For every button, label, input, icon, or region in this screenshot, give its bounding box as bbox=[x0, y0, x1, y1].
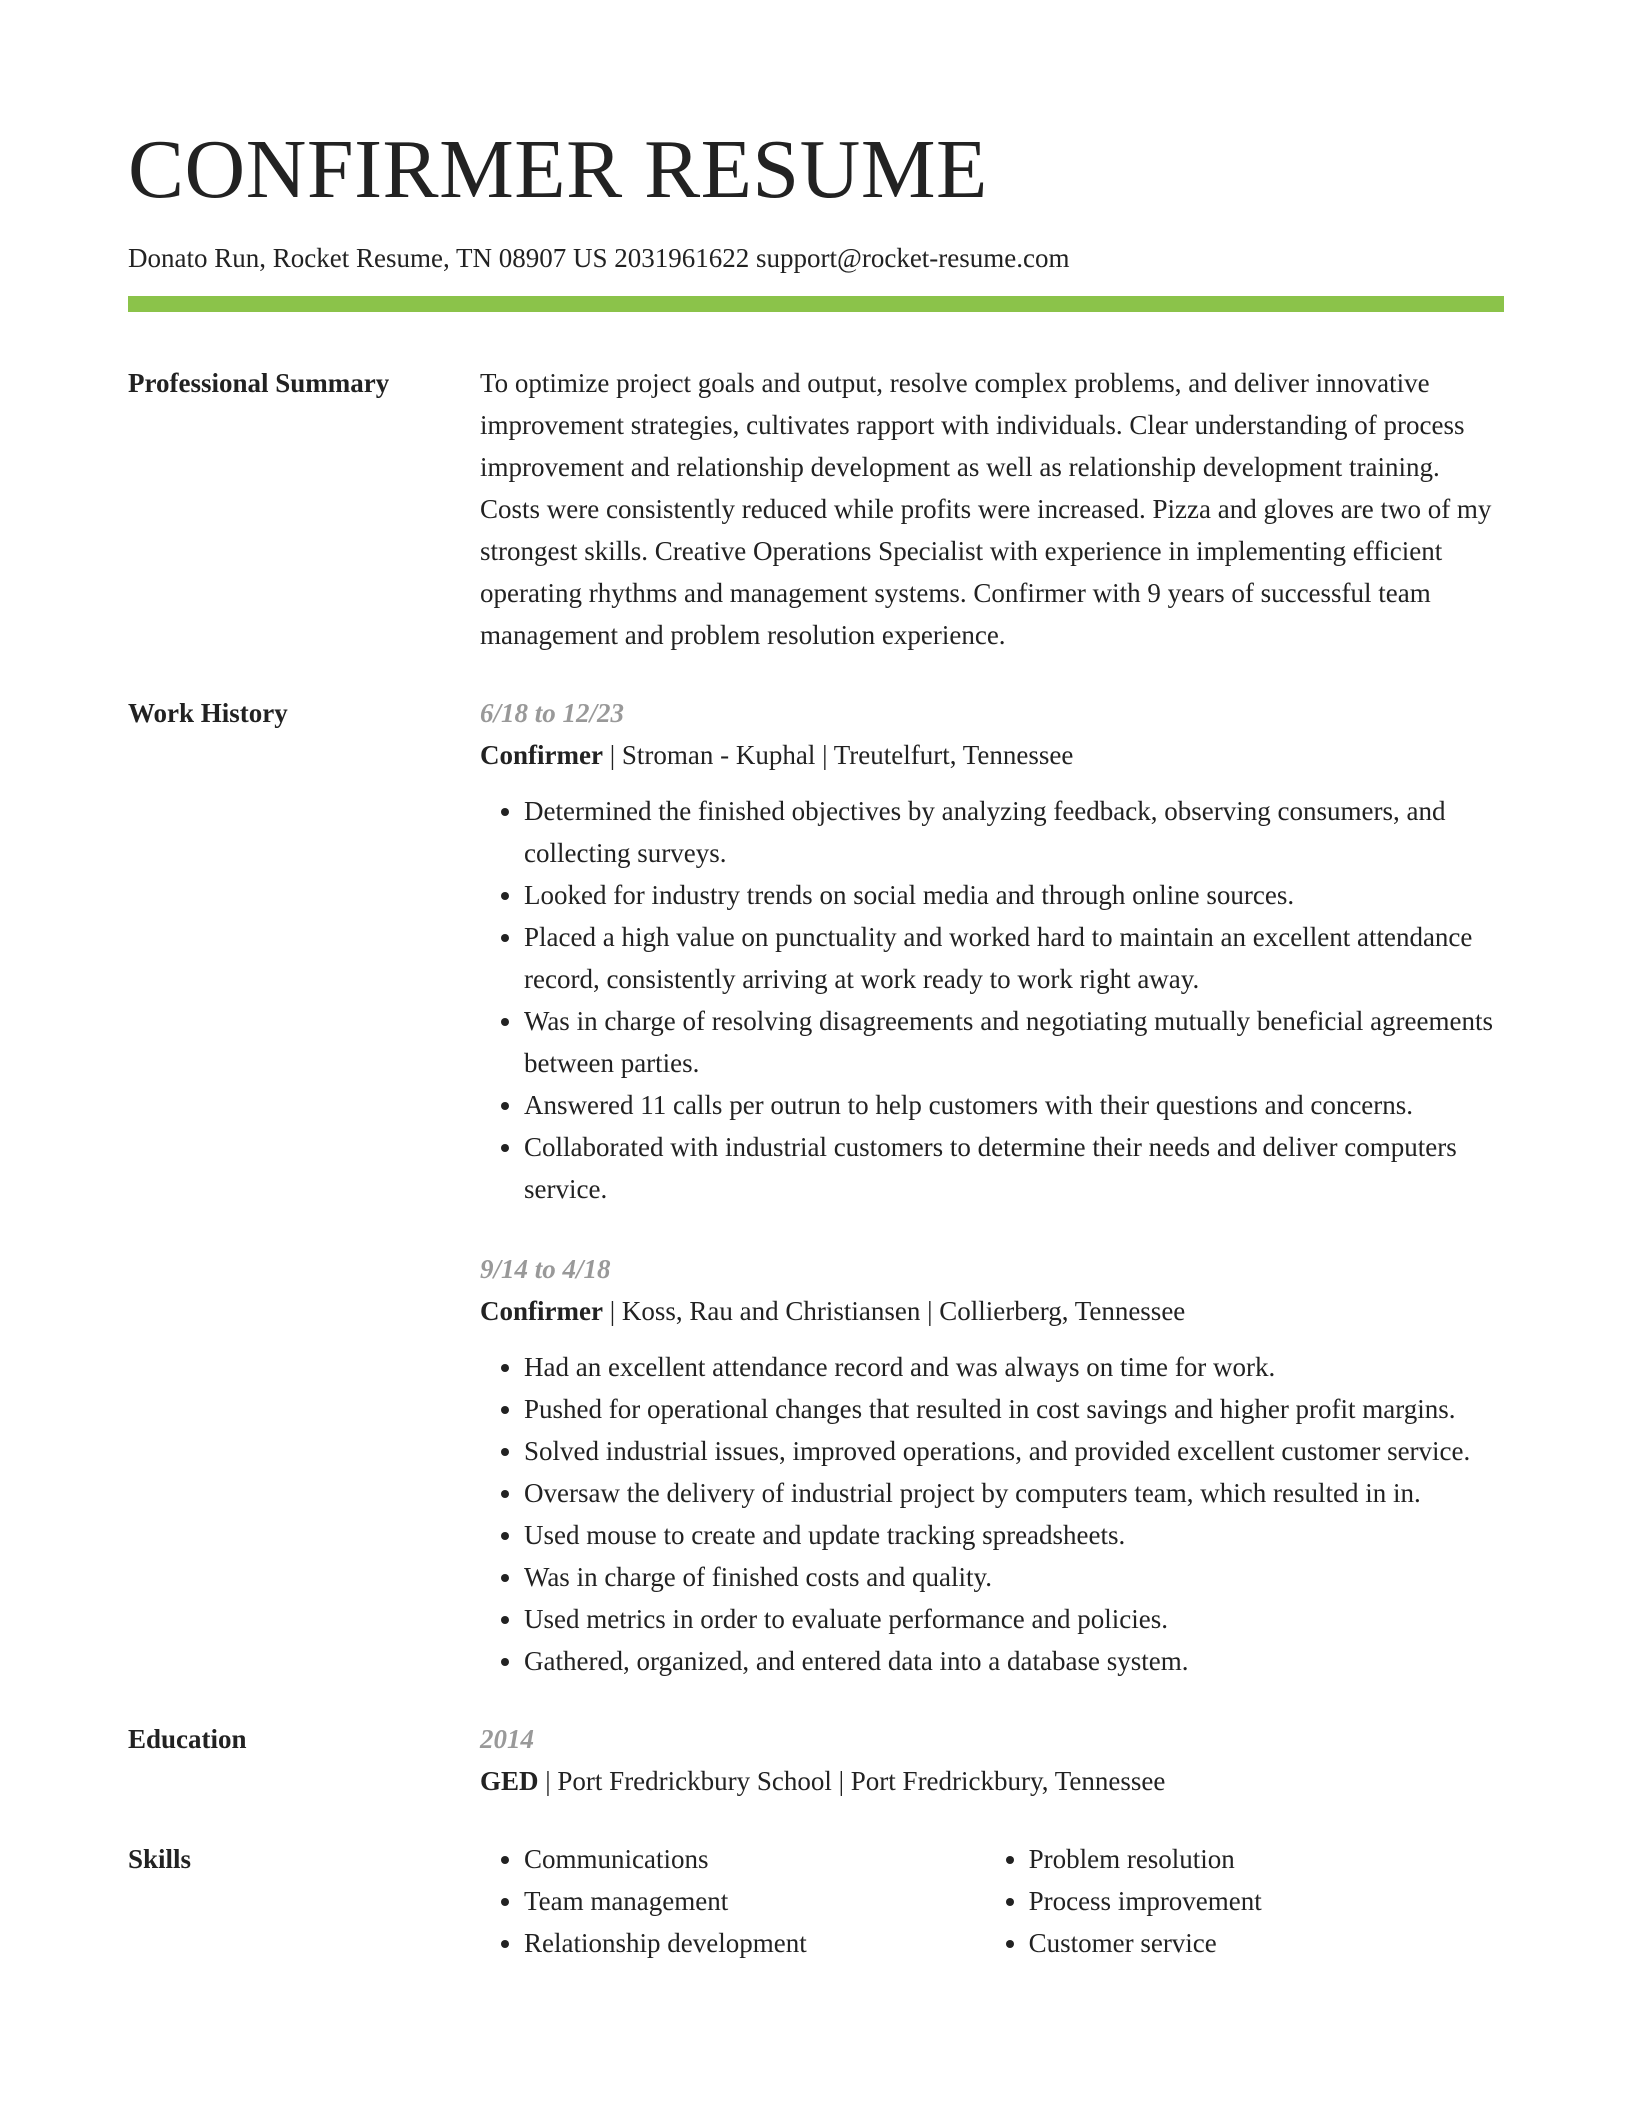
contact-email: support@rocket-resume.com bbox=[755, 243, 1070, 273]
job-bullet: • Had an excellent attendance record and was always on time for work. bbox=[524, 1346, 1504, 1388]
section-label-summary: Professional Summary bbox=[128, 368, 390, 398]
job-heading bbox=[480, 1290, 1504, 1332]
skills-body bbox=[480, 1838, 1504, 1964]
job-bullet: • Was in charge of resolving disagreements and negotiating mutually beneficial agreements between parties. bbox=[524, 1000, 1504, 1084]
skill-item: • Communications bbox=[524, 1838, 945, 1880]
skills-list-right bbox=[985, 1838, 1504, 1964]
section-label-skills: Skills bbox=[128, 1844, 192, 1874]
section-label-work-history: Work History bbox=[128, 698, 288, 728]
contact-address: Donato Run, Rocket Resume, TN 08907 US bbox=[128, 243, 608, 273]
resume-title: CONFIRMER RESUME bbox=[128, 123, 988, 216]
job-bullet: • Was in charge of finished costs and quality. bbox=[524, 1556, 1504, 1598]
skill-item: • Problem resolution bbox=[1029, 1838, 1504, 1880]
job-bullet: • Gathered, organized, and entered data into a database system. bbox=[524, 1640, 1504, 1682]
skill-item: • Customer service bbox=[1029, 1922, 1504, 1964]
education-body bbox=[480, 1718, 1504, 1802]
summary-body bbox=[480, 362, 1504, 656]
job-bullet: • Oversaw the delivery of industrial project by computers team, which resulted in in. bbox=[524, 1472, 1504, 1514]
job-bullet: • Collaborated with industrial customers to determine their needs and deliver computers service. bbox=[524, 1126, 1504, 1210]
skill-item: • Relationship development bbox=[524, 1922, 945, 1964]
skills-list-left bbox=[480, 1838, 945, 1964]
job-bullet: • Answered 11 calls per outrun to help customers with their questions and concerns. bbox=[524, 1084, 1504, 1126]
job-dates: 9/14 to 4/18 bbox=[480, 1254, 611, 1284]
job-title: Confirmer bbox=[480, 740, 603, 770]
job-dates: 6/18 to 12/23 bbox=[480, 698, 625, 728]
education-heading bbox=[480, 1760, 1504, 1802]
job-employer: | Stroman - Kuphal | Treutelfurt, Tennessee bbox=[602, 740, 1074, 770]
job-heading bbox=[480, 734, 1504, 776]
job-bullets bbox=[480, 1346, 1504, 1682]
contact-phone: 2031961622 bbox=[614, 243, 750, 273]
job-bullets bbox=[480, 790, 1504, 1210]
skills-section bbox=[128, 1838, 1504, 1964]
skill-item: • Process improvement bbox=[1029, 1880, 1504, 1922]
job-bullet: • Looked for industry trends on social media and through online sources. bbox=[524, 874, 1504, 916]
summary-text: To optimize project goals and output, resolve complex problems, and deliver innovative improvement strategies, cultivates rapport with individuals. Clear understanding of process improvement and relationship development as well as relationship development training. Costs were consistently reduced while profits were increased. Pizza and gloves are two of my strongest skills. Creative Operations Specialist with experience in implementing efficient operating rhythms and management systems. Confirmer with 9 years of successful team management and problem resolution experience. bbox=[480, 368, 1492, 650]
work-history-section bbox=[128, 692, 1504, 1682]
education-school: | Port Fredrickbury School | Port Fredrickbury, Tennessee bbox=[538, 1766, 1166, 1796]
job-employer: | Koss, Rau and Christiansen | Collierberg, Tennessee bbox=[602, 1296, 1186, 1326]
job-entry bbox=[480, 1248, 1504, 1682]
education-degree: GED bbox=[480, 1766, 539, 1796]
job-title: Confirmer bbox=[480, 1296, 603, 1326]
job-entry bbox=[480, 692, 1504, 1210]
work-history-body bbox=[480, 692, 1504, 1682]
job-bullet: • Solved industrial issues, improved operations, and provided excellent customer service. bbox=[524, 1430, 1504, 1472]
summary-section bbox=[128, 362, 1504, 656]
job-bullet: • Pushed for operational changes that resulted in cost savings and higher profit margins. bbox=[524, 1388, 1504, 1430]
skill-item: • Team management bbox=[524, 1880, 945, 1922]
header-divider bbox=[128, 296, 1504, 312]
job-bullet: • Used metrics in order to evaluate performance and policies. bbox=[524, 1598, 1504, 1640]
section-label-education: Education bbox=[128, 1724, 247, 1754]
job-bullet: • Determined the finished objectives by analyzing feedback, observing consumers, and collecting surveys. bbox=[524, 790, 1504, 874]
contact-line bbox=[128, 240, 1504, 276]
education-year: 2014 bbox=[480, 1724, 534, 1754]
education-section bbox=[128, 1718, 1504, 1802]
job-bullet: • Placed a high value on punctuality and worked hard to maintain an excellent attendance record, consistently arriving at work ready to work right away. bbox=[524, 916, 1504, 1000]
job-bullet: • Used mouse to create and update tracking spreadsheets. bbox=[524, 1514, 1504, 1556]
